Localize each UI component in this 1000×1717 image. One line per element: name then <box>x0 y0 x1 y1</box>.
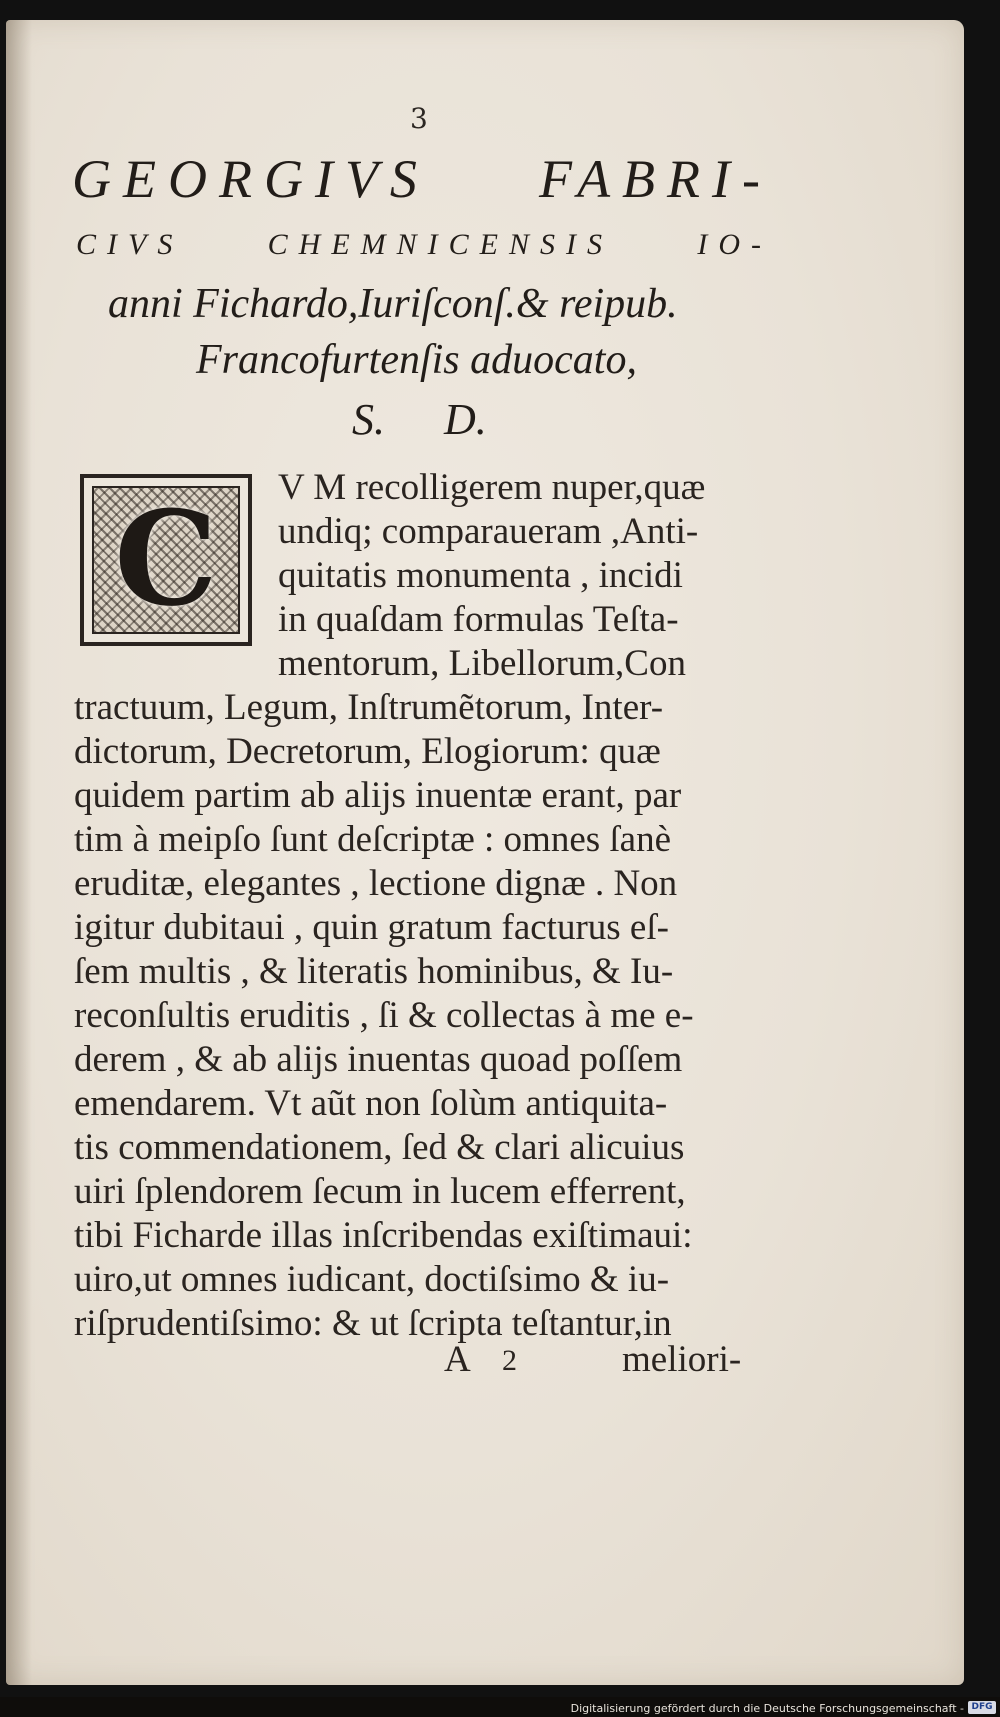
heading-salutation: S. D. <box>352 395 487 444</box>
body-line-5: mentorum, Libellorum,Con <box>278 643 686 684</box>
catchword: meliori- <box>622 1339 742 1380</box>
initial-ornament <box>92 486 240 634</box>
initial-letter: C <box>114 486 218 634</box>
heading-word-fabri: FABRI- <box>539 149 772 209</box>
heading-word-io: IO- <box>697 228 772 261</box>
dfg-logo-icon: DFG <box>968 1701 996 1714</box>
body-line-3: quitatis monumenta , incidi <box>278 555 683 596</box>
body-line-7: dictorum, Decretorum, Elogiorum: quæ <box>74 731 661 772</box>
body-line-15: emendarem. Vt aũt non ſolùm antiquita- <box>74 1083 668 1124</box>
signature-mark: A <box>444 1339 471 1380</box>
funding-credit: Digitalisierung gefördert durch die Deutsche Forschungsgemeinschaft - <box>570 1702 964 1715</box>
body-line-12: ſem multis , & literatis hominibus, & Iu- <box>74 951 674 992</box>
body-line-1: V M recolligerem nuper,quæ <box>278 467 706 508</box>
footer-strip <box>0 1697 1000 1717</box>
body-line-9: tim à meipſo ſunt deſcriptæ : omnes ſanè <box>74 819 672 860</box>
heading-line-3: anni Fichardo,Iuriſconſ.& reipub. <box>108 281 678 327</box>
body-line-20: riſprudentiſsimo: & ut ſcripta teſtantur,in <box>74 1303 672 1344</box>
body-line-13: reconſultis eruditis , ſi & collectas à me e- <box>74 995 694 1036</box>
heading-word-georgius: GEORGIVS <box>72 149 429 209</box>
page-number: 3 <box>410 102 428 135</box>
body-line-8: quidem partim ab alijs inuentæ erant, par <box>74 775 682 816</box>
body-line-10: eruditæ, elegantes , lectione dignæ . Non <box>74 863 678 904</box>
heading-line-4: Francofurtenſis aduocato, <box>196 337 637 383</box>
heading-line-2 <box>76 228 772 262</box>
body-line-2: undiq; comparaueram ,Anti- <box>278 511 699 552</box>
gutter-shadow <box>6 20 32 1685</box>
body-line-17: uiri ſplendorem ſecum in lucem efferrent, <box>74 1171 686 1212</box>
body-line-4: in quaſdam formulas Teſta- <box>278 599 679 640</box>
body-line-18: tibi Ficharde illas inſcribendas exiſtimaui: <box>74 1215 693 1256</box>
heading-line-1 <box>72 148 772 210</box>
signature-number: 2 <box>502 1344 517 1377</box>
body-line-14: derem , & ab alijs inuentas quoad poſſem <box>74 1039 683 1080</box>
heading-word-cius: CIVS <box>76 228 184 261</box>
heading-word-chemnicensis: CHEMNICENSIS <box>267 228 613 261</box>
body-line-16: tis commendationem, ſed & clari alicuius <box>74 1127 685 1168</box>
body-line-6: tractuum, Legum, Inſtrumẽtorum, Inter- <box>74 687 664 728</box>
body-line-11: igitur dubitaui , quin gratum facturus eſ- <box>74 907 669 948</box>
decorated-initial <box>80 474 252 646</box>
body-line-19: uiro,ut omnes iudicant, doctiſsimo & iu- <box>74 1259 670 1300</box>
